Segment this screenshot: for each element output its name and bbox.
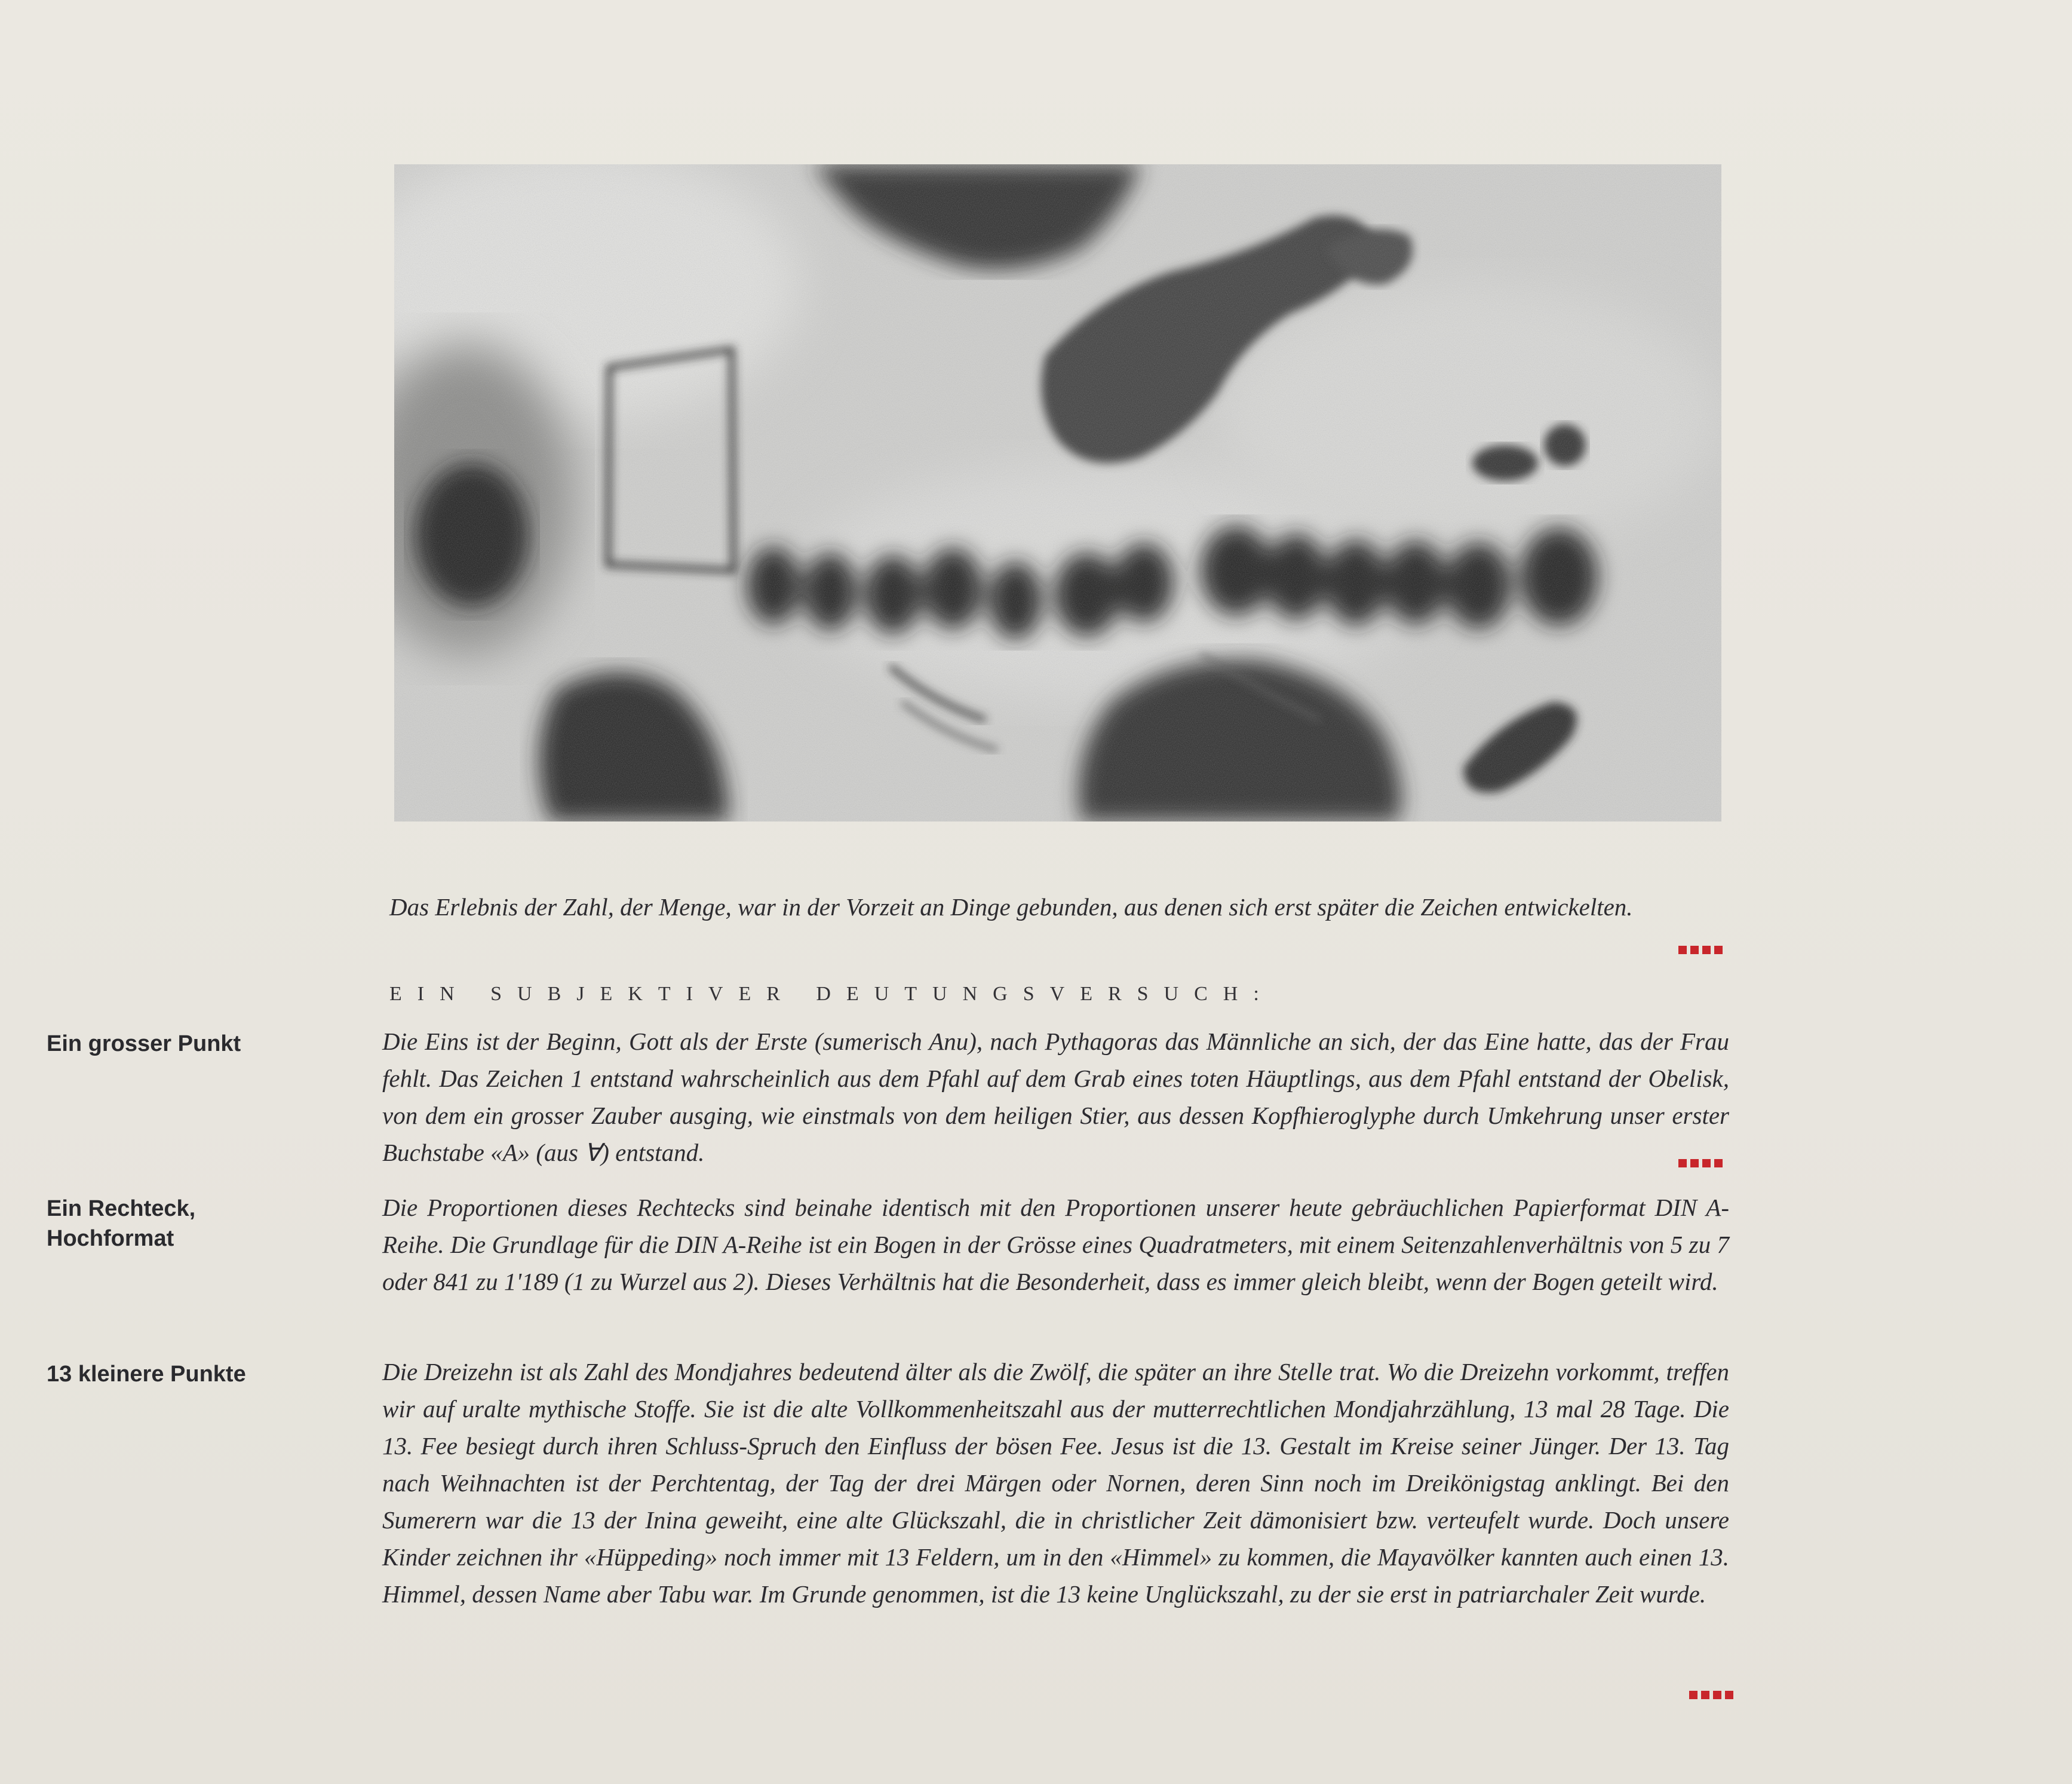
photo-caption: Das Erlebnis der Zahl, der Menge, war in der Vorzeit an Dinge gebunden, aus denen sich erst später die Zeichen entwickelten. xyxy=(389,893,1633,921)
side-label-large-dot: Ein grosser Punkt xyxy=(47,1031,241,1056)
text-block-rectangle: Die Proportionen dieses Rechtecks sind beinahe identisch mit den Proportionen unserer heute gebräuchlichen Papierformat DIN A-Reihe. Die Grundlage für die DIN A-Reihe ist ein Bogen in der Grösse eines Quadratmeters, mit einem Seitenzahlenverhältnis von 5 zu 7 oder 841 zu 1'189 (1 zu Wurzel aus 2). Dieses Verhältnis hat die Besonderheit, dass es immer gleich bleibt, wenn der Bogen geteilt wird. xyxy=(382,1194,1729,1295)
text-block-large-dot: Die Eins ist der Beginn, Gott als der Erste (sumerisch Anu), nach Pythagoras das Männliche an sich, der das Eine hatte, das der Frau fehlt. Das Zeichen 1 entstand wahrscheinlich aus dem Pfahl auf dem Grab eines toten Häuptlings, aus dem Pfahl entstand der Obelisk, von dem ein grosser Zauber ausging, wie einstmals von dem heiligen Stier, aus dessen Kopfhieroglyphe durch Umkehrung unser erster Buchstabe «A» (aus ∀) entstand. xyxy=(382,1028,1729,1166)
red-end-mark xyxy=(1689,1691,1733,1699)
side-label-rectangle: Ein Rechteck, Hochformat xyxy=(47,1196,196,1251)
cave-painting-photo xyxy=(394,164,1721,822)
cave-painting-illustration xyxy=(394,164,1721,822)
side-label-13-dots: 13 kleinere Punkte xyxy=(47,1362,246,1387)
red-end-mark xyxy=(1678,1159,1723,1167)
text-block-13-dots: Die Dreizehn ist als Zahl des Mondjahres bedeutend älter als die Zwölf, die später an ihre Stelle trat. Wo die Dreizehn vorkommt, treffen wir auf uralte mythische Stoffe. Sie ist die alte Vollkommenheitszahl aus der mutterrechtlichen Mondjahrzählung, 13 mal 28 Tage. Die 13. Fee besiegt durch ihren Schluss-Spruch den Einfluss der bösen Fee. Jesus ist die 13. Gestalt im Kreise seiner Jünger. Der 13. Tag nach Weihnachten ist der Perchtentag, der Tag der drei Märgen oder Nornen, deren Sinn noch im Dreikönigstag anklingt. Bei den Sumerern war die 13 der Inina geweiht, eine alte Glückszahl, die in christlicher Zeit dämonisiert bzw. verteufelt wurde. Doch unsere Kinder zeichnen ihr «Hüppeding» noch immer mit 13 Feldern, um in den «Himmel» zu kommen, die Mayavölker kannten auch einen 13. Himmel, dessen Name aber Tabu war. Im Grunde genommen, ist die 13 keine Unglückszahl, zu der sie erst in patriarchaler Zeit wurde. xyxy=(382,1358,1729,1608)
red-end-mark xyxy=(1678,946,1723,954)
section-heading: EIN SUBJEKTIVER DEUTUNGSVERSUCH: xyxy=(389,983,1275,1005)
